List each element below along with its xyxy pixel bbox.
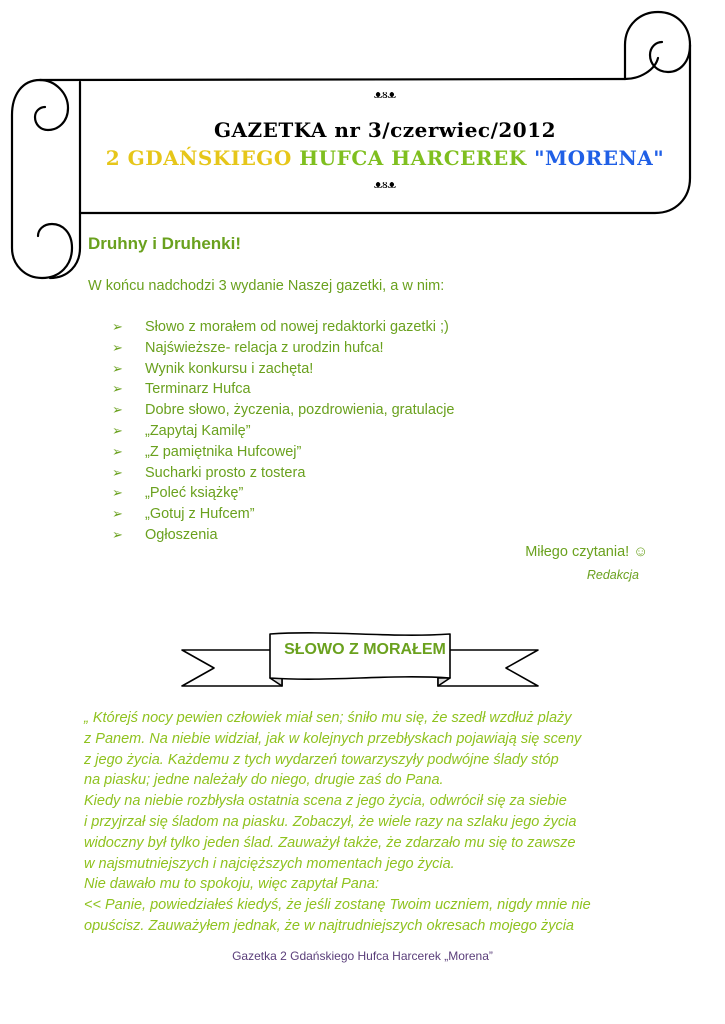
list-item-label: Terminarz Hufca	[145, 381, 251, 398]
story-line: z Panem. Na niebie widział, jak w kolejnych przebłyskach pojawiają się sceny	[84, 730, 582, 747]
list-item	[112, 359, 455, 380]
list-item-label: „Zapytaj Kamilę”	[145, 422, 251, 439]
arrow-bullet-icon: ➢	[112, 526, 123, 542]
story-line: „ Którejś nocy pewien człowiek miał sen; śniło mu się, że szedł wzdłuż plaży	[84, 710, 572, 726]
story-line: w najsmutniejszych i najcięższych momentach jego życia.	[84, 855, 455, 872]
list-item-label: Dobre słowo, życzenia, pozdrowienia, gratulacje	[145, 402, 455, 419]
list-item	[112, 504, 455, 525]
arrow-bullet-icon: ➢	[112, 360, 123, 376]
arrow-bullet-icon: ➢	[112, 319, 123, 334]
list-item	[112, 421, 455, 442]
list-item	[112, 379, 455, 400]
story-line: Nie dawało mu to spokoju, więc zapytał Pana:	[84, 876, 379, 893]
section-title: SŁOWO Z MORAŁEM	[284, 641, 446, 658]
editorial-signature: Redakcja	[586, 568, 639, 582]
list-item-label: Najświeższe- relacja z urodzin hufca!	[145, 339, 384, 356]
list-item-label: Słowo z morałem od nowej redaktorki gazetki ;)	[145, 319, 449, 335]
subtitle-part-morena: "MORENA"	[534, 146, 665, 170]
greeting-heading: Druhny i Druhenki!	[88, 234, 242, 253]
page-footer: Gazetka 2 Gdańskiego Hufca Harcerek „Morena”	[232, 949, 493, 963]
list-item-label: „Z pamiętnika Hufcowej”	[145, 443, 302, 460]
list-item-label: „Gotuj z Hufcem”	[145, 506, 255, 523]
list-item-label: Sucharki prosto z tostera	[145, 464, 306, 481]
story-line: widoczny był tylko jeden ślad. Zauważył także, że zdarzało mu się to zawsze	[84, 834, 576, 851]
subtitle-part-gdanskiego: 2 GDAŃSKIEGO	[105, 146, 300, 170]
arrow-bullet-icon: ➢	[112, 506, 123, 522]
story-line: na piasku; jedne należały do niego, drugie zaś do Pana.	[84, 772, 444, 789]
list-item-label: „Poleć książkę”	[145, 485, 244, 502]
list-item-label: Wynik konkursu i zachęta!	[145, 360, 314, 377]
list-item	[112, 525, 455, 546]
story-line: << Panie, powiedziałeś kiedyś, że jeśli zostanę Twoim uczniem, nigdy mnie nie	[84, 897, 591, 914]
story-text	[84, 708, 684, 937]
arrow-bullet-icon: ➢	[112, 422, 123, 438]
newsletter-subtitle	[80, 146, 690, 170]
arrow-bullet-icon: ➢	[112, 339, 123, 355]
arrow-bullet-icon: ➢	[112, 485, 123, 501]
list-item	[112, 463, 455, 484]
list-item	[112, 317, 455, 338]
arrow-bullet-icon: ➢	[112, 402, 123, 418]
story-line: i przyjrzał się śladom na piasku. Zobaczył, że wiele razy na szlaku jego życia	[84, 813, 577, 830]
arrow-bullet-icon: ➢	[112, 464, 123, 480]
story-line: z jego życia. Każdemu z tych wydarzeń towarzyszyły podwójne ślady stóp	[84, 751, 559, 768]
ornament-bottom: ᴥᴕᴥ	[374, 178, 396, 191]
newsletter-title: GAZETKA nr 3/czerwiec/2012	[213, 118, 557, 142]
arrow-bullet-icon: ➢	[112, 443, 123, 459]
closing-wish: Miłego czytania! ☺	[525, 544, 648, 560]
story-line: opuścisz. Zauważyłem jednak, że w najtrudniejszych okresach mojego życia	[84, 917, 574, 934]
contents-list	[112, 317, 455, 546]
ribbon-banner	[170, 628, 550, 698]
list-item	[112, 400, 455, 421]
ornament-top: ᴥᴕᴥ	[374, 88, 396, 101]
intro-text: W końcu nadchodzi 3 wydanie Naszej gazetki, a w nim:	[88, 278, 445, 294]
list-item	[112, 442, 455, 463]
story-line: Kiedy na niebie rozbłysła ostatnia scena z jego życia, odwrócił się za siebie	[84, 793, 567, 810]
arrow-bullet-icon: ➢	[112, 381, 123, 397]
list-item	[112, 338, 455, 359]
list-item	[112, 483, 455, 504]
list-item-label: Ogłoszenia	[145, 526, 218, 543]
subtitle-part-hufca: HUFCA HARCEREK	[299, 146, 535, 170]
